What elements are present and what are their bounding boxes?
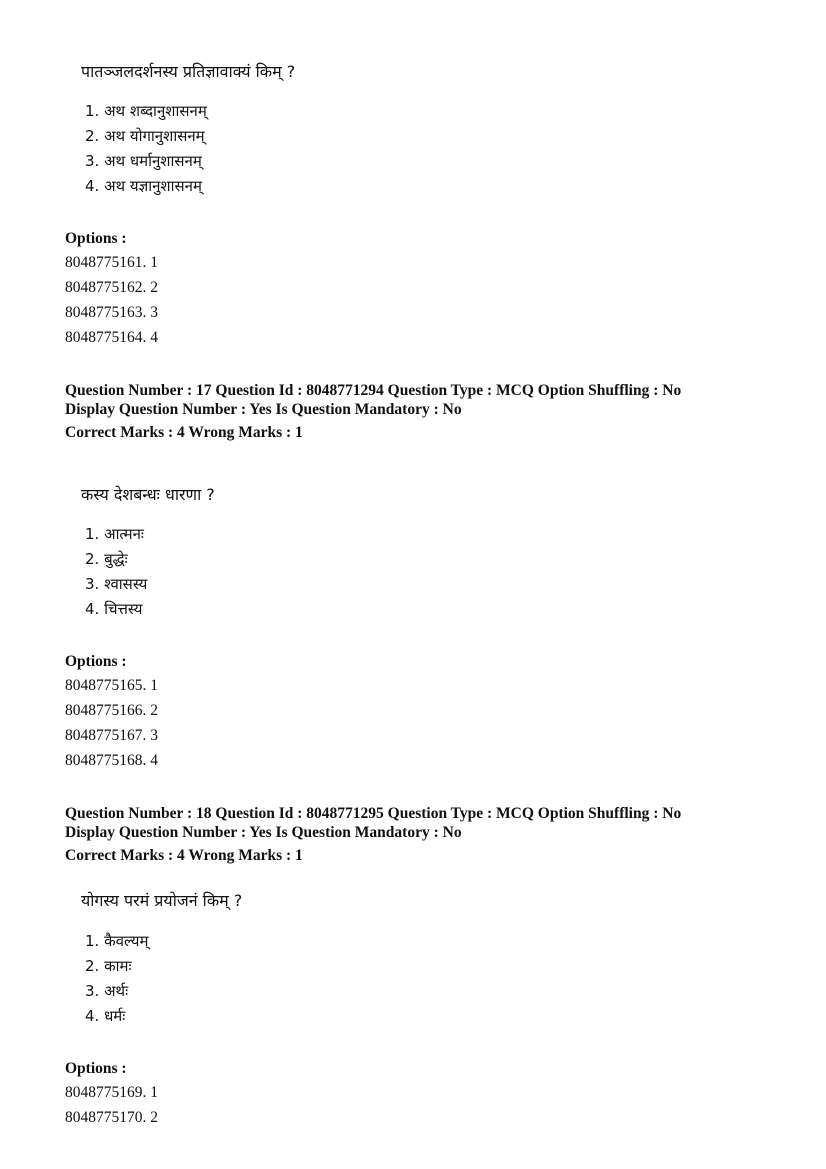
choice-item: 1. अथ शब्दानुशासनम्: [85, 102, 207, 120]
choice-item: 3. अथ धर्मानुशासनम्: [85, 152, 202, 170]
marks-line: Correct Marks : 4 Wrong Marks : 1: [65, 424, 303, 441]
option-id: 8048775163. 3: [65, 304, 158, 321]
option-id: 8048775166. 2: [65, 702, 158, 719]
choice-item: 3. श्वासस्य: [85, 575, 148, 593]
choice-item: 2. कामः: [85, 957, 132, 975]
option-id: 8048775167. 3: [65, 727, 158, 744]
choice-item: 2. अथ योगानुशासनम्: [85, 127, 205, 145]
options-label: Options :: [65, 230, 127, 247]
option-id: 8048775162. 2: [65, 279, 158, 296]
marks-line: Correct Marks : 4 Wrong Marks : 1: [65, 847, 303, 864]
option-id: 8048775168. 4: [65, 752, 158, 769]
question-meta: Question Number : 17 Question Id : 8048771294 Question Type : MCQ Option Shuffling : No: [65, 382, 682, 399]
options-label: Options :: [65, 1060, 127, 1077]
question-text: कस्य देशबन्धः धारणा ?: [81, 485, 215, 504]
question-meta: Display Question Number : Yes Is Question Mandatory : No: [65, 401, 462, 418]
choice-item: 1. कैवल्यम्: [85, 932, 149, 950]
choice-item: 4. अथ यज्ञानुशासनम्: [85, 177, 202, 195]
question-meta: Display Question Number : Yes Is Question Mandatory : No: [65, 824, 462, 841]
choice-item: 4. चित्तस्य: [85, 600, 143, 618]
choice-item: 1. आत्मनः: [85, 525, 144, 543]
question-text: योगस्य परमं प्रयोजनं किम् ?: [81, 891, 243, 910]
option-id: 8048775170. 2: [65, 1109, 158, 1126]
options-label: Options :: [65, 653, 127, 670]
question-meta: Question Number : 18 Question Id : 8048771295 Question Type : MCQ Option Shuffling : No: [65, 805, 682, 822]
choice-item: 2. बुद्धेः: [85, 550, 128, 568]
choice-item: 3. अर्थः: [85, 982, 129, 1000]
option-id: 8048775164. 4: [65, 329, 158, 346]
option-id: 8048775169. 1: [65, 1084, 158, 1101]
choice-item: 4. धर्मः: [85, 1007, 126, 1025]
option-id: 8048775161. 1: [65, 254, 158, 271]
question-text: पातञ्जलदर्शनस्य प्रतिज्ञावाक्यं किम् ?: [81, 62, 296, 81]
option-id: 8048775165. 1: [65, 677, 158, 694]
